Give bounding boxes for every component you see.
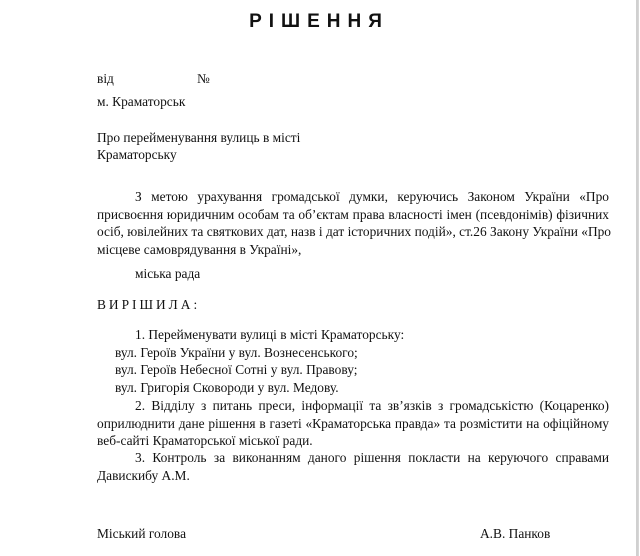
preamble-line: місцеве самоврядування в Україні», — [97, 241, 302, 257]
street-renaming-item: вул. Героїв Небесної Сотні у вул. Правову; — [115, 362, 358, 378]
decision-item-line: 3. Контроль за виконанням даного рішення покласти на керуючого справами — [135, 450, 609, 465]
decision-item-line: оприлюднити дане рішення в газеті «Краматорська правда» та розмістити на офіційному — [97, 415, 609, 431]
decided-heading: ВИРІШИЛА: — [97, 297, 201, 312]
subject-line: Краматорську — [97, 147, 177, 163]
decision-item-line: 1. Перейменувати вулиці в місті Краматорську: — [135, 327, 405, 342]
signatory-position: Міський голова — [97, 526, 187, 541]
street-renaming-item: вул. Григорія Сковороди у вул. Медову. — [115, 379, 339, 395]
decision-item-line: веб-сайті Краматорської міської ради. — [97, 433, 313, 448]
preamble-paragraph — [97, 188, 609, 258]
decision-item-1 — [135, 326, 404, 343]
subject-line: Про перейменування вулиць в місті — [97, 130, 301, 145]
street-renaming-item: вул. Героїв України у вул. Вознесенського; — [115, 345, 358, 360]
signatory-name: А.В. Панков — [480, 526, 551, 541]
decision-item-3 — [97, 449, 609, 484]
decision-item-2 — [97, 397, 609, 450]
decision-item-line: Давискибу А.М. — [97, 467, 190, 483]
preamble-line: осіб, ювілейних та святкових дат, назв і дат історичних подій», ст.26 Закону України «Про — [97, 224, 611, 239]
preamble-line: З метою урахування громадської думки, керуючись Законом України «Про — [135, 189, 609, 204]
date-label: від — [97, 71, 114, 86]
page-edge — [636, 0, 638, 556]
document-title: РІШЕННЯ — [249, 11, 389, 32]
street-renaming-list — [115, 344, 358, 396]
decision-item-line: 2. Відділу з питань преси, інформації та зв’язків з громадськістю (Коцаренко) — [135, 398, 609, 413]
preamble-line: присвоєння юридичним особам та об’єктам права власності імен (псевдонімів) фізичних — [97, 206, 609, 222]
place-of-issue: м. Краматорськ — [97, 94, 186, 109]
document-subject — [97, 129, 300, 164]
number-label: № — [197, 71, 210, 86]
council-label: міська рада — [135, 266, 201, 281]
